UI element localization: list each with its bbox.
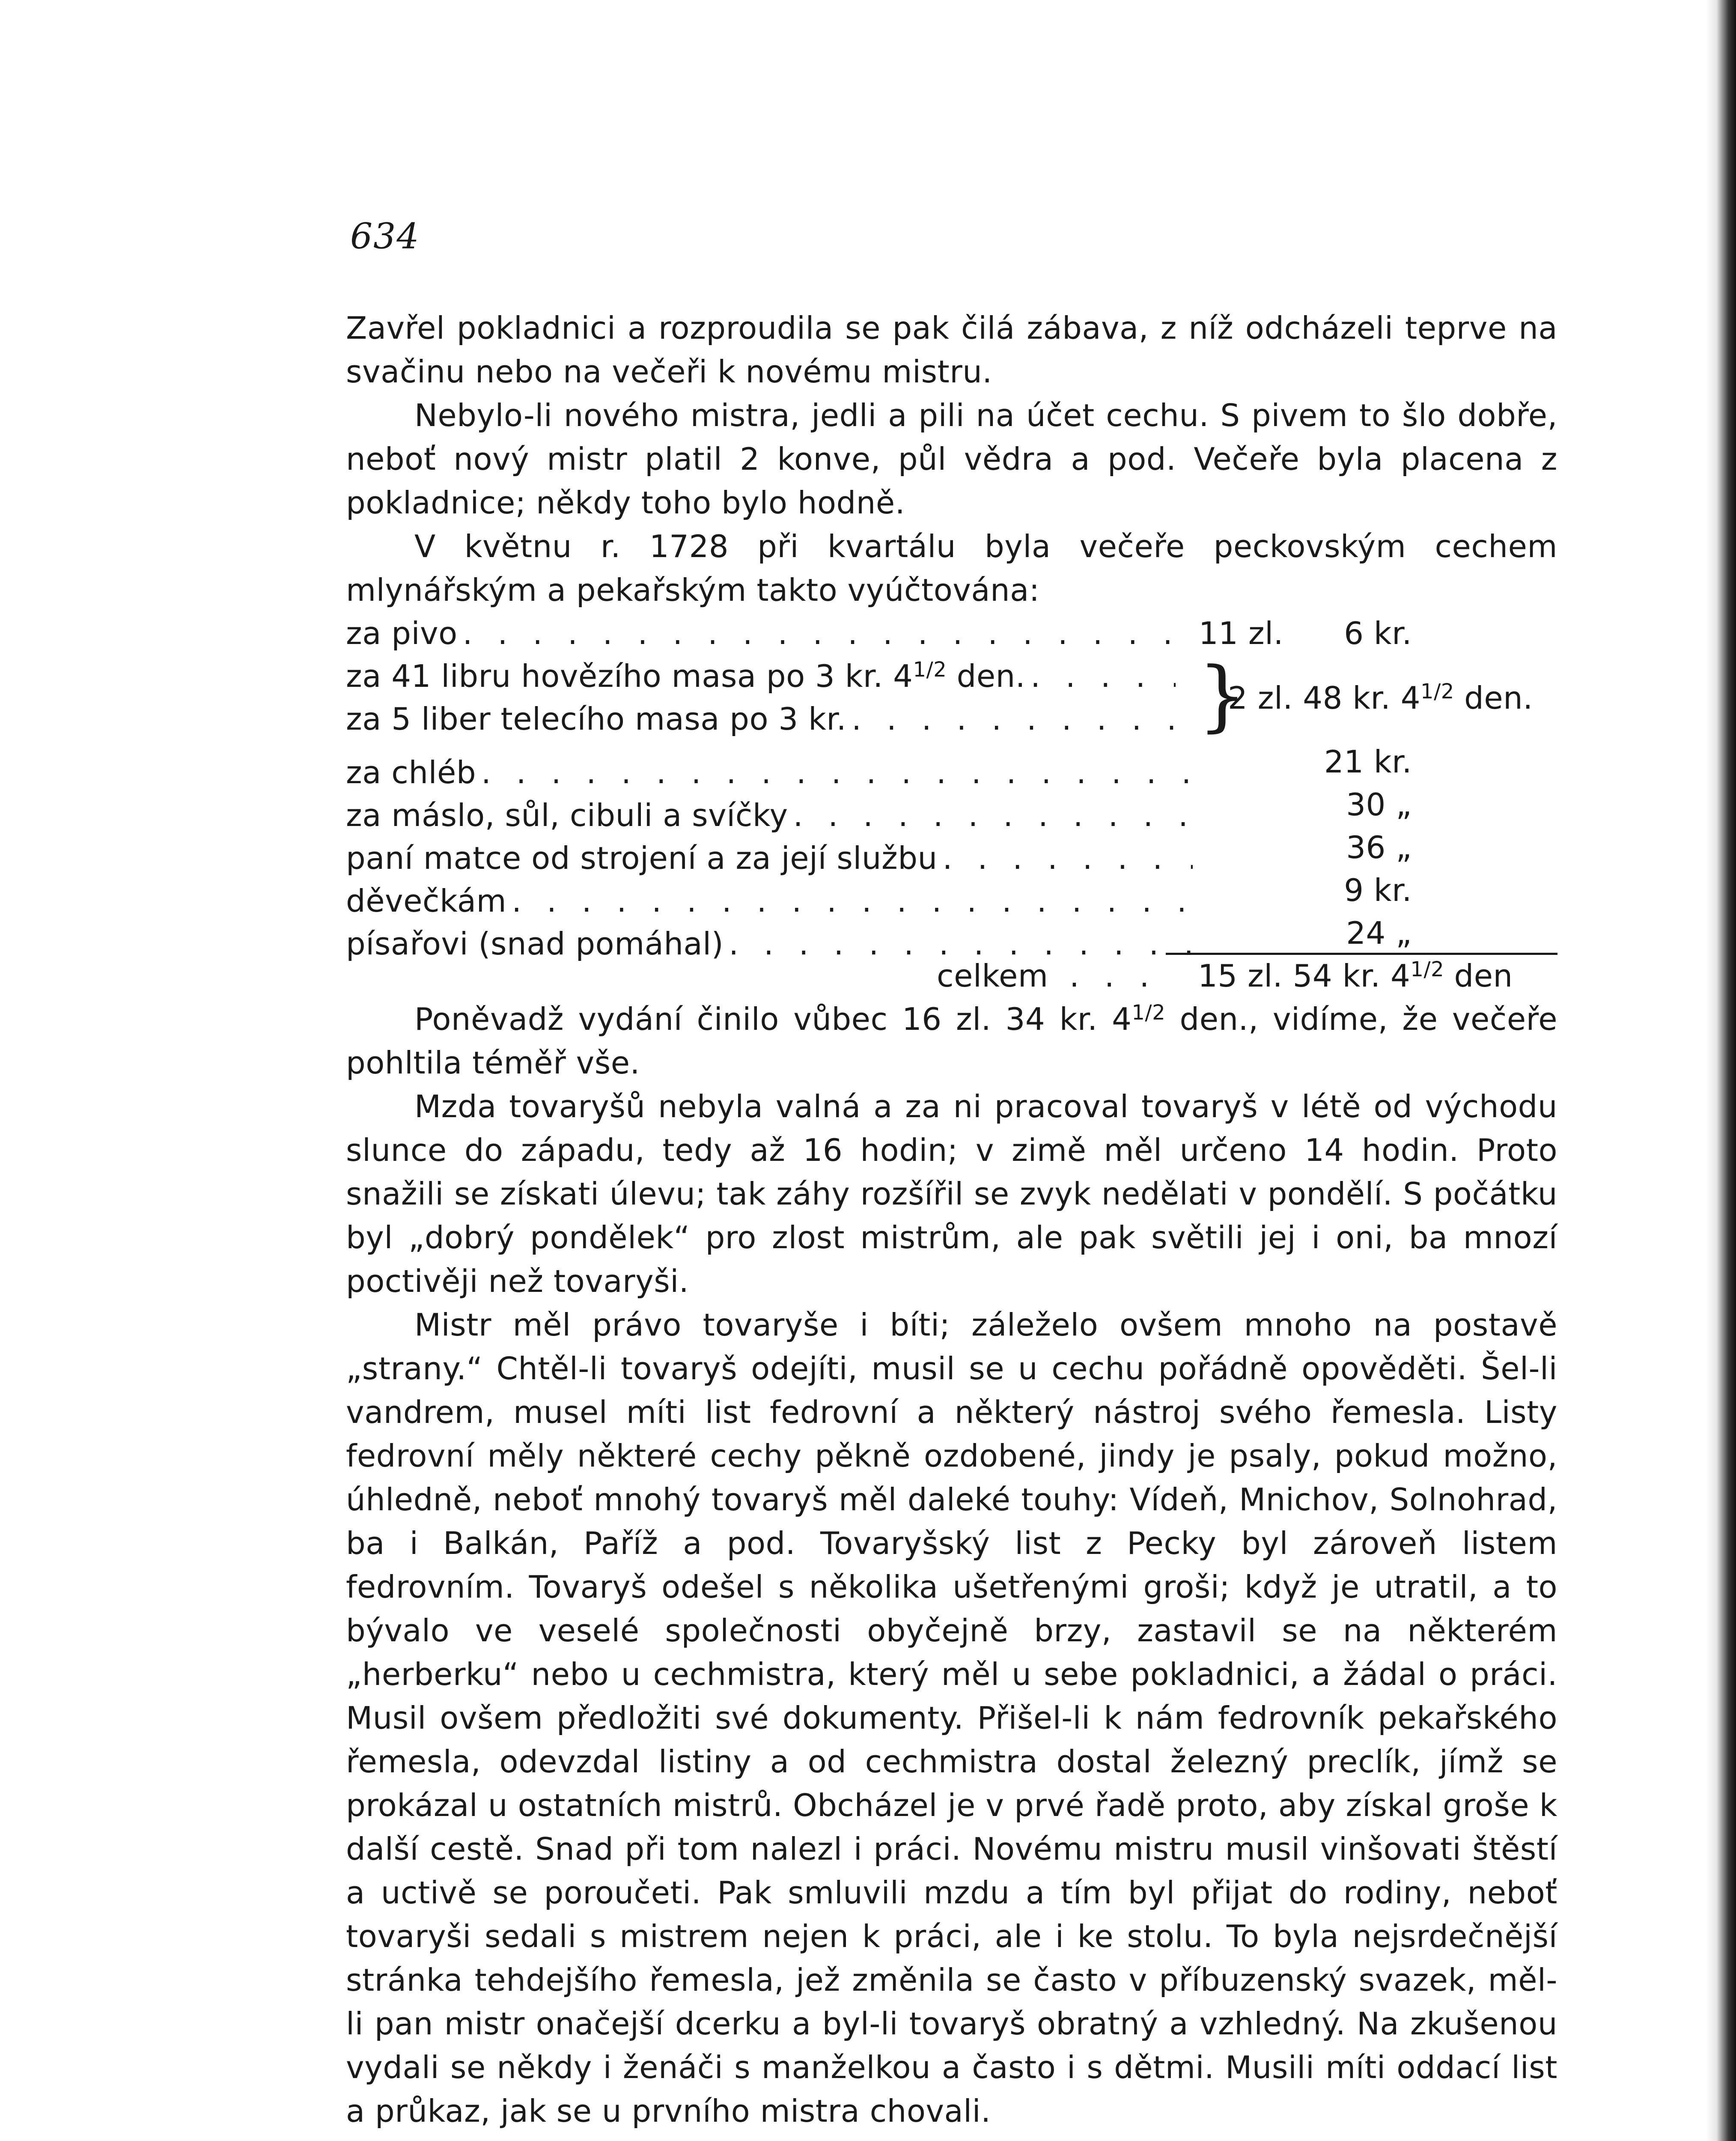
page-number: 634 [350, 216, 420, 257]
curly-brace: } [1198, 651, 1248, 740]
scan-edge-right [1706, 0, 1736, 2141]
paragraph-1: Zavřel pokladnici a rozproudila se pak čilá zábava, z níž odcházeli teprve na svačinu nebo na večeři k novému mistru. [346, 310, 1557, 390]
leader-dots [1030, 655, 1176, 698]
ledger-item-label: písařovi (snad pomáhal) [346, 926, 724, 962]
label-text: za 41 libru hovězího masa po 3 kr. 4 [346, 658, 913, 694]
amount-text: den [1444, 958, 1513, 994]
total-label: celkem [937, 958, 1048, 994]
label-text: den. [947, 658, 1026, 694]
amount-text: 15 zl. 54 kr. 4 [1198, 958, 1411, 994]
leader-dots [852, 698, 1176, 740]
ledger-item-label: paní matce od strojení a za její službu [346, 840, 938, 876]
amount-kr: 9 kr. [1344, 872, 1412, 908]
ledger-row [346, 612, 1557, 655]
amount-den [1412, 783, 1557, 826]
paragraph-4 [346, 997, 1557, 1085]
amount-kr: 21 kr. [1324, 744, 1412, 780]
amount-kr: 36 „ [1346, 829, 1412, 865]
amount-text: 2 zl. 48 kr. 4 [1228, 680, 1421, 716]
ledger-total-row [346, 954, 1557, 997]
ledger-row [346, 655, 1181, 698]
paragraph-6: Mistr měl právo tovaryše i bíti; záleželo ovšem mnoho na postavě „strany.“ Chtěl-li tovaryš odejíti, musil se u cechu pořádně opověděti. Šel-li vandrem, musel míti list fedrovní a některý nástroj svého řemesla. Listy fedrovní měly některé cechy pěkně ozdobené, jindy je psaly, pokud možno, úhledně, neboť mnohý tovaryš měl daleké touhy: Vídeň, Mnichov, Solnohrad, ba i Balkán, Paříž a pod. Tovaryšský list z Pecky byl zároveň listem fedrovním. Tovaryš odešel s několika ušetřenými groši; když je utratil, a to bývalo ve veselé společnosti obyčejně brzy, zastavil se na některém „herberku“ nebo u cechmistra, který měl u sebe pokladnici, a žádal o práci. Musil ovšem předložiti své dokumenty. Přišel-li k nám fedrovník pekařského řemesla, odevzdal listiny a od cechmistra dostal železný preclík, jímž se prokázal u ostatních mistrů. Obcházel je v prvé řadě proto, aby získal groše k další cestě. Snad při tom nalezl i práci. Novému mistru musil vinšovati štěstí a uctivě se poroučeti. Pak smluvili mzdu a tím byl přijat do rodiny, neboť tovaryši sedali s mistrem nejen k práci, ale i ke stolu. To byla nejsrdečnější stránka tehdejšího řemesla, jež změnila se často v příbuzenský svazek, měl-li pan mistr onačejší dcerku a byl-li tovaryš obratný a vzhledný. Na zkušenou vydali se někdy i ženáči s manželkou a často i s dětmi. Musili míti oddací list a průkaz, jak se u prvního mistra chovali. [346, 1307, 1557, 2129]
paragraph-3: V květnu r. 1728 při kvartálu byla večeře peckovským cechem mlynářským a pekařským takto vyúčtována: [346, 528, 1557, 608]
leader-dots [943, 837, 1193, 880]
amount-zl [1198, 740, 1283, 783]
ledger-row [346, 740, 1557, 790]
main-text [346, 306, 1557, 2133]
paragraph-2: Nebylo-li nového mistra, jedli a pili na účet cechu. S pivem to šlo dobře, neboť nový mistr platil 2 konve, půl vědra a pod. Večeře byla placena z pokladnice; někdy toho bylo hodně. [346, 397, 1557, 521]
amount-den [1412, 826, 1557, 869]
expense-ledger [346, 612, 1557, 997]
amount-den [1412, 912, 1557, 954]
ledger-item-amount [1198, 612, 1557, 655]
leader-dots [481, 751, 1193, 794]
amount-den [1412, 869, 1557, 912]
ledger-item-label [346, 655, 1025, 698]
ledger-item-amount [1198, 826, 1557, 869]
paragraph-text: den., vidíme, že večeře pohltila téměř vše. [346, 1001, 1557, 1081]
ledger-item-amount [1198, 740, 1557, 783]
fraction: 1/2 [1410, 957, 1444, 981]
amount-zl [1198, 869, 1283, 912]
ledger-bracket-group [346, 651, 1557, 740]
amount-kr: 24 „ [1346, 915, 1412, 951]
ledger-item-label: za máslo, sůl, cibuli a svíčky [346, 797, 788, 833]
ledger-item-amount [1198, 783, 1557, 826]
leader-dots [793, 794, 1193, 837]
amount-text: den. [1454, 680, 1533, 716]
leader-dots: . . . [1069, 958, 1157, 994]
amount-kr: 6 kr. [1344, 615, 1412, 651]
leader-dots [463, 612, 1193, 655]
amount-den [1412, 612, 1557, 655]
fraction: 1/2 [913, 658, 947, 682]
paragraph-text: Poněvadž vydání činilo vůbec 16 zl. 34 kr. 4 [414, 1001, 1132, 1037]
fraction: 1/2 [1132, 1001, 1166, 1025]
ledger-item-label: děvečkám [346, 883, 507, 919]
amount-den [1412, 740, 1557, 783]
amount-zl [1198, 912, 1283, 954]
amount-zl: 11 zl. [1198, 615, 1283, 651]
total-amount [1198, 954, 1513, 997]
amount-zl [1198, 826, 1283, 869]
leader-dots [512, 880, 1193, 922]
amount-kr: 30 „ [1346, 787, 1412, 823]
ledger-item-label: za pivo [346, 615, 458, 651]
amount-zl [1198, 783, 1283, 826]
paragraph-5: Mzda tovaryšů nebyla valná a za ni pracoval tovaryš v létě od východu slunce do západu, tedy až 16 hodin; v zimě měl určeno 14 hodin. Proto snažili se získati úlevu; tak záhy rozšířil se zvyk nedělati v pondělí. S počátku byl „dobrý pondělek“ pro zlost mistrům, ale pak světili jej i oni, ba mnozí poctivěji než tovaryši. [346, 1088, 1557, 1299]
ledger-item-label: za chléb [346, 754, 476, 790]
ledger-item-amount [1198, 869, 1557, 912]
ledger-group-amount [1228, 676, 1533, 720]
ledger-item-label: za 5 liber telecího masa po 3 kr. [346, 701, 847, 737]
fraction: 1/2 [1420, 680, 1454, 704]
ledger-row [346, 698, 1181, 740]
ledger-item-amount [1198, 912, 1557, 954]
